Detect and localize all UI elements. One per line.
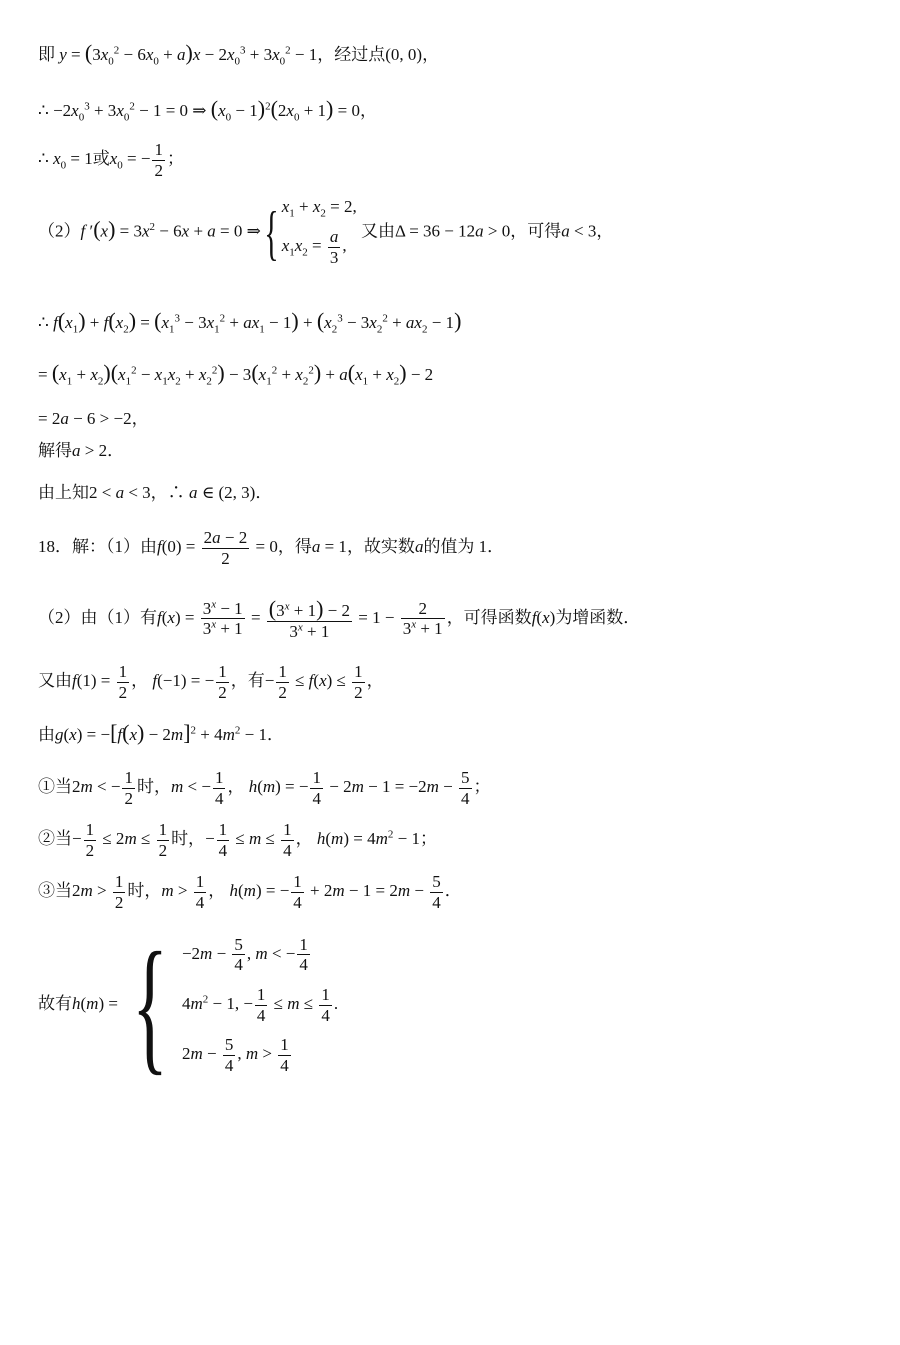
line-14: ①当2m < − $\frac{1}{2}$ 时，m < − $\frac{1}{4}$ ， h(m) = − $\frac{1}{4}$ − 2m − 1 = −2m − $\frac{5}{4}$ ；: [38, 768, 491, 808]
line-10: 18．解：（1）由f(0) = $\frac{2a - 2}{2}$ = 0，得a = 1，故实数a的值为 1．: [38, 528, 505, 568]
line-5: ∴ $f(x_1) + f(x_2) = (x_1^3 - 3x_1^2 + ax_1 - 1) + (x_2^3 - 3x_2^2 + ax_2 - 1)$: [38, 308, 462, 336]
line-17: 故有h(m) ={ −2m − $\frac{5}{4}$ , m < − $\frac{1}{4}$ $4m^2 - 1$, − $\frac{1}{4}$ ≤ m ≤ $\frac{1}{4}$ . 2m − $\frac{5}{4}$ , m > $\frac{1}{4}$: [38, 922, 339, 1088]
line-13: 由$g(x) = -[f(x) - 2m]^2 + 4m^2 - 1$．: [38, 720, 284, 745]
line-4: （2）f $'(x) = 3x^2 - 6x + a = 0$ ⇒{ $x_1 + x_2 = 2$, $x_1x_2$ = $\frac{a}{3}$ , 又由Δ = 36 − 12a > 0，可得a < 3，: [38, 197, 614, 267]
line-1: 即 $y = (3x_0^2 - 6x_0 + a)x - 2x_0^3 + 3x_0^2 - 1$，经过点(0, 0)，: [38, 40, 440, 68]
line-8: 解得a > 2．: [38, 441, 125, 460]
line-16: ③当2m > $\frac{1}{2}$ 时，m > $\frac{1}{4}$ ， h(m) = − $\frac{1}{4}$ + 2m − 1 = 2m − $\frac{5}{4}$ ．: [38, 872, 462, 912]
line-2: ∴ $-2x_0^3 + 3x_0^2 - 1 = 0$ ⇒ $(x_0 - 1)^2(2x_0 + 1) = 0$，: [38, 96, 377, 124]
line-9: 由上知2 < a < 3，∴ a ∈ (2, 3)．: [38, 483, 273, 502]
line-6: = $(x_1 + x_2)(x_1^2 - x_1x_2 + x_2^2) - 3(x_1^2 + x_2^2) + a(x_1 + x_2) - 2$: [38, 360, 434, 388]
line-15: ②当− $\frac{1}{2}$ ≤ 2m ≤ $\frac{1}{2}$ 时，− $\frac{1}{4}$ ≤ m ≤ $\frac{1}{4}$ ， $h(m) = 4m^2 - 1$；: [38, 820, 437, 860]
line-12: 又由f(1) = $\frac{1}{2}$ ， f(−1) = − $\frac{1}{2}$ ，有− $\frac{1}{2}$ ≤ f(x) ≤ $\frac{1}{2}$ ，: [38, 662, 384, 702]
line-11: （2）由（1）有f(x) = $\frac{3^x - 1}{3^x + 1}$ = $\frac{(3^x + 1) - 2}{3^x + 1}$ = 1 − $\frac{2}{3^x + 1}$ ，可得函数f(x)为增函数．: [38, 596, 641, 642]
line-7: = 2a − 6 > −2，: [38, 409, 149, 428]
line-3: ∴ $x_0 = 1$或$x_0$ = − $\frac{1}{2}$ ；: [38, 140, 184, 180]
